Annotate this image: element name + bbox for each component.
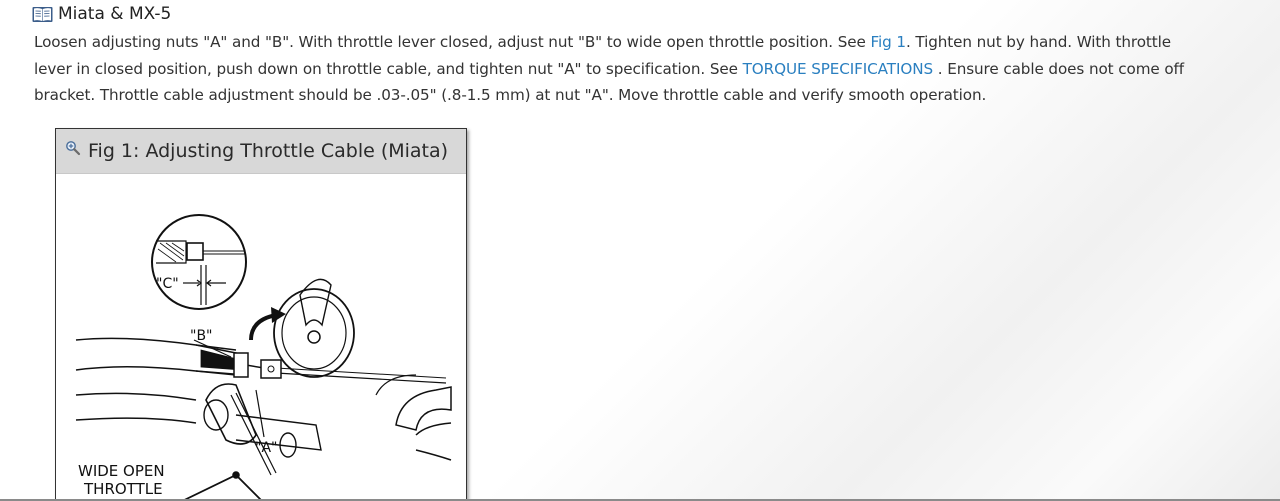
- figure-panel: [55, 128, 467, 501]
- label-a: "A": [255, 440, 278, 456]
- paragraph-line-1-end: . Tighten nut by hand. With throttle: [905, 33, 1171, 51]
- paragraph-line-2-start: lever in closed position, push down on throttle cable, and tighten nut "A" to specification. See: [34, 59, 743, 78]
- figure-header[interactable]: [56, 129, 466, 174]
- book-icon: [32, 6, 53, 23]
- fig-1-link[interactable]: Fig 1: [870, 33, 906, 51]
- paragraph-line-1: [34, 29, 1280, 56]
- section-title-text: Miata & MX-5: [58, 4, 172, 24]
- paragraph-line-2: [34, 56, 1280, 83]
- figure-title: Fig 1: Adjusting Throttle Cable (Miata): [88, 140, 449, 162]
- throttle-cable-illustration: [56, 175, 466, 501]
- paragraph-line-1-start: Loosen adjusting nuts "A" and "B". With throttle lever closed, adjust nut "B" to wide open throttle position. See: [34, 33, 871, 51]
- label-wide-open: WIDE OPEN: [78, 462, 165, 480]
- nut-b: [234, 353, 248, 377]
- detail-circle: [152, 215, 246, 309]
- torque-specifications-link[interactable]: TORQUE SPECIFICATIONS: [742, 59, 934, 78]
- label-throttle: THROTTLE: [84, 480, 163, 498]
- cable-bracket: [206, 384, 256, 444]
- throttle-pulley: [274, 289, 354, 377]
- label-b: "B": [190, 328, 213, 344]
- detail-hatch: [156, 241, 186, 263]
- paragraph-line-2-end: . Ensure cable does not come off: [933, 59, 1185, 78]
- nut-a: [261, 360, 281, 378]
- instruction-paragraph: [34, 29, 1280, 109]
- section-title: [32, 3, 171, 25]
- paragraph-line-3: bracket. Throttle cable adjustment should be .03-.05" (.8-1.5 mm) at nut "A". Move throttle cable and verify smooth operation.: [34, 86, 987, 104]
- label-c: "C": [156, 276, 179, 292]
- zoom-in-icon[interactable]: [65, 140, 81, 156]
